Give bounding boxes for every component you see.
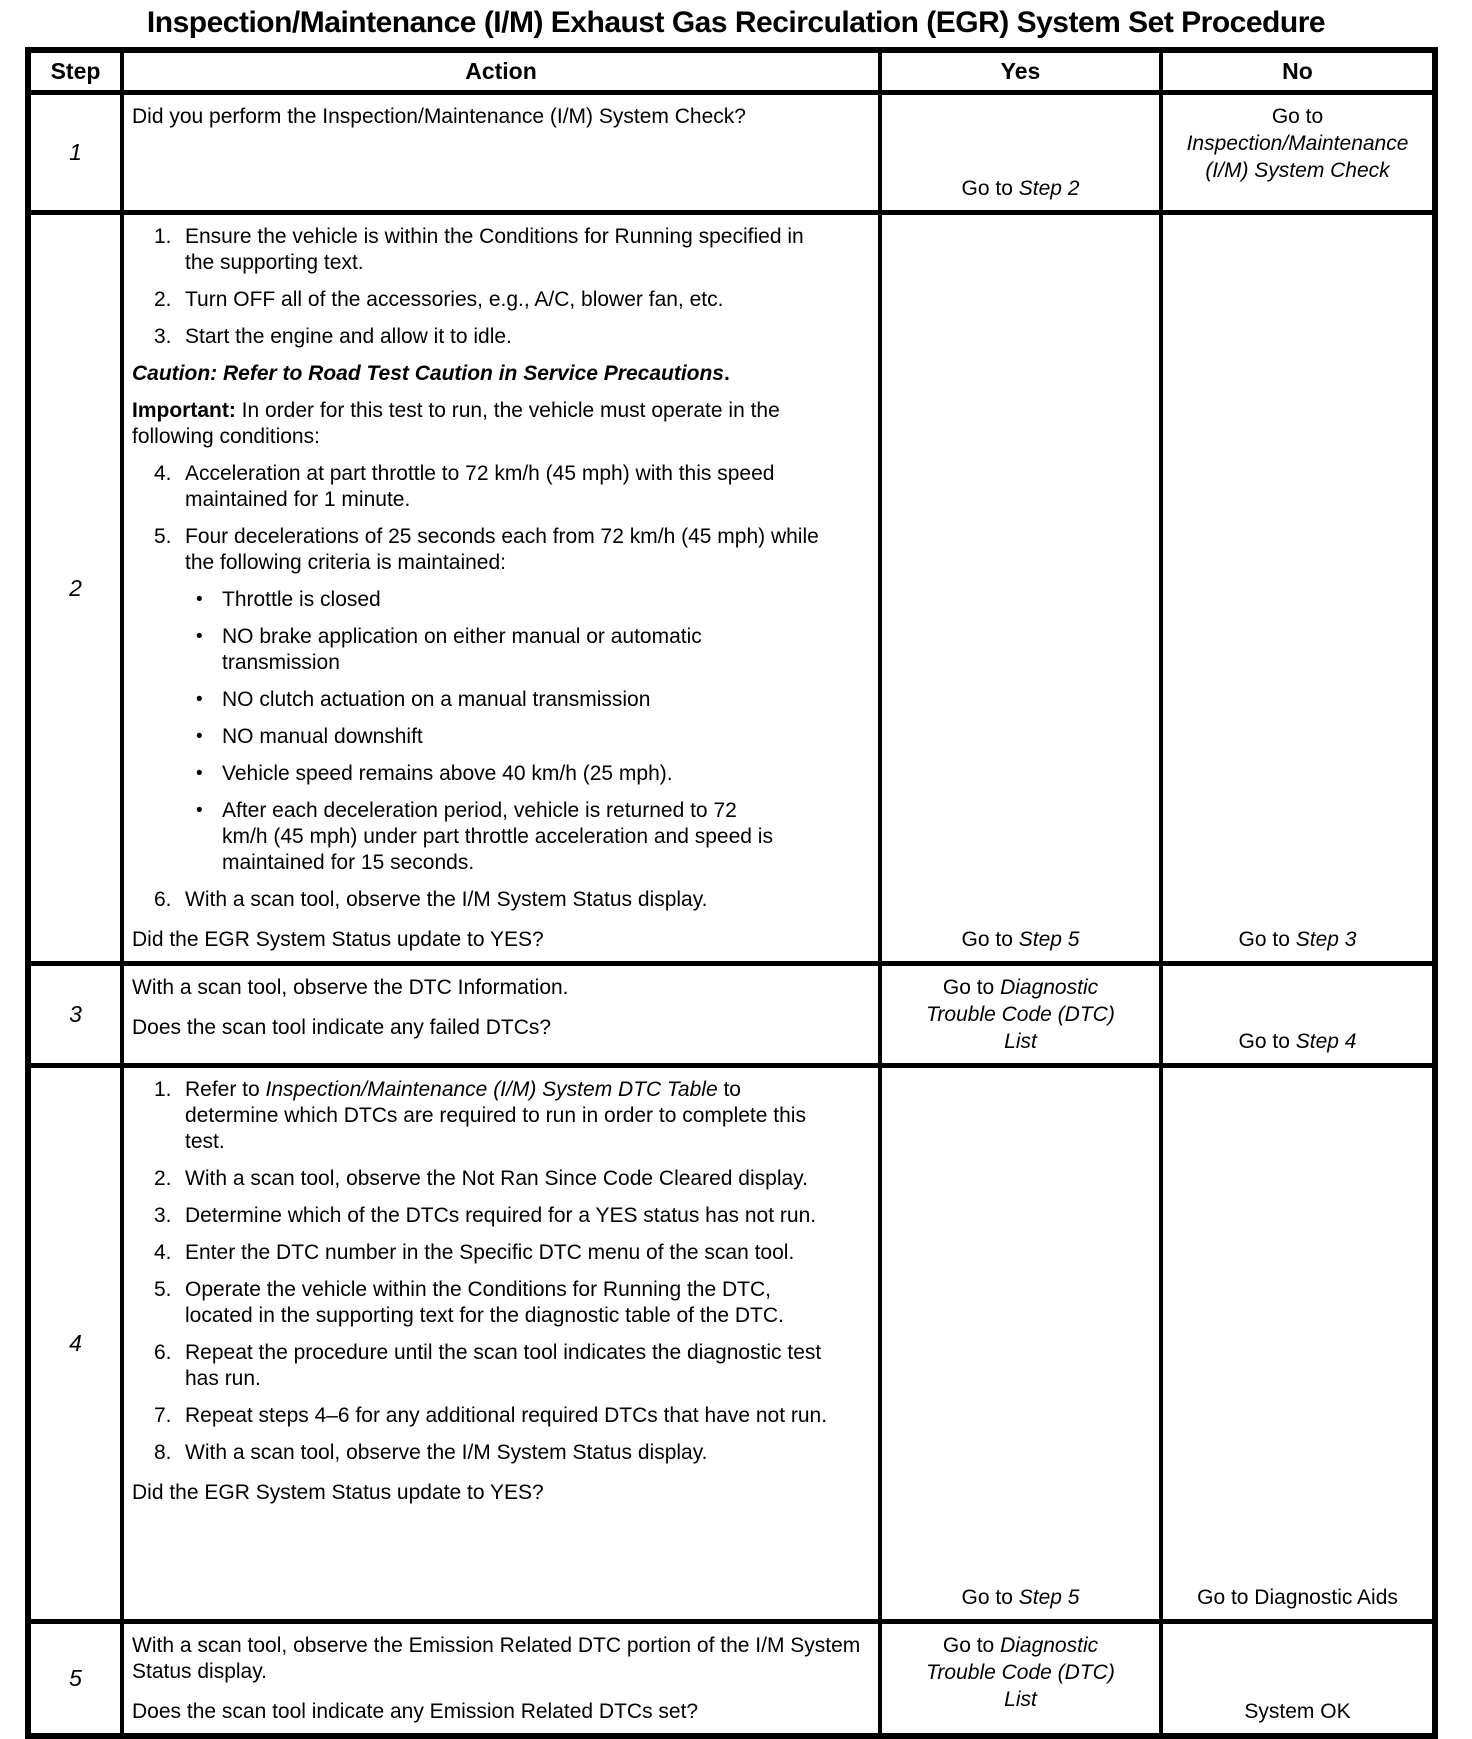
no-text: Go to Inspection/Maintenance (I/M) System Check	[1186, 105, 1409, 182]
bullet-icon: •	[196, 763, 203, 784]
bullet-icon: •	[196, 589, 203, 610]
yes-cell	[882, 95, 1163, 210]
step-number: 1	[69, 139, 82, 165]
action-question: Does the scan tool indicate any failed DTCs?	[132, 1016, 552, 1039]
action-question: Did the EGR System Status update to YES?	[132, 1481, 544, 1504]
list-item: 2. With a scan tool, observe the Not Ran Since Code Cleared display.	[154, 1167, 808, 1190]
yes-text: Go to Step 5	[961, 928, 1080, 951]
action-text: With a scan tool, observe the DTC Information.	[132, 976, 569, 999]
action-cell	[124, 1624, 882, 1733]
bullet-item: • After each deceleration period, vehicle is returned to 72 km/h (45 mph) under part throttle acceleration and speed is maintained for 15 seconds.	[196, 799, 773, 874]
caution-note: Caution: Refer to Road Test Caution in Service Precautions.	[132, 362, 730, 385]
no-cell	[1163, 966, 1432, 1063]
list-item: 7. Repeat steps 4–6 for any additional required DTCs that have not run.	[154, 1404, 828, 1427]
step-cell	[31, 215, 124, 961]
step-cell	[31, 1068, 124, 1619]
no-cell	[1163, 215, 1432, 961]
yes-text: Go to Diagnostic Trouble Code (DTC) List	[926, 976, 1115, 1053]
header-row	[31, 53, 1432, 90]
list-item: 6. With a scan tool, observe the I/M System Status display.	[154, 888, 708, 911]
yes-cell	[882, 215, 1163, 961]
list-item: 6. Repeat the procedure until the scan tool indicates the diagnostic test has run.	[154, 1341, 822, 1390]
yes-text: Go to Step 2	[961, 177, 1080, 200]
list-item: 1. Refer to Inspection/Maintenance (I/M) System DTC Table to determine which DTCs are required to run in order to complete this test.	[154, 1078, 806, 1153]
bullet-item: • Throttle is closed	[196, 588, 381, 611]
list-item: 8. With a scan tool, observe the I/M System Status display.	[154, 1441, 708, 1464]
no-text: Go to Step 3	[1238, 928, 1357, 951]
bullet-icon: •	[196, 689, 203, 710]
action-question: Did you perform the Inspection/Maintenance (I/M) System Check?	[132, 105, 746, 128]
bullet-item: • NO brake application on either manual or automatic transmission	[196, 625, 702, 674]
action-text: With a scan tool, observe the Emission Related DTC portion of the I/M System Status display.	[132, 1634, 861, 1683]
table-row-step-3	[31, 961, 1432, 1063]
action-question: Did the EGR System Status update to YES?	[132, 928, 544, 951]
table-row-step-1	[31, 90, 1432, 210]
table-row-step-5	[31, 1619, 1432, 1733]
yes-text: Go to Step 5	[961, 1586, 1080, 1609]
no-cell	[1163, 1068, 1432, 1619]
list-item: 2. Turn OFF all of the accessories, e.g., A/C, blower fan, etc.	[154, 288, 724, 311]
step-number: 4	[69, 1330, 82, 1356]
step-cell	[31, 1624, 124, 1733]
table-row-step-2	[31, 210, 1432, 961]
no-text: Go to Diagnostic Aids	[1197, 1586, 1398, 1609]
table-row-step-4	[31, 1063, 1432, 1619]
bullet-item: • NO clutch actuation on a manual transmission	[196, 688, 651, 711]
action-cell	[124, 215, 882, 961]
bullet-icon: •	[196, 800, 203, 821]
bullet-icon: •	[196, 726, 203, 747]
col-header-action: Action	[124, 53, 882, 90]
no-text: System OK	[1244, 1700, 1351, 1723]
action-cell	[124, 966, 882, 1063]
step-cell	[31, 95, 124, 210]
list-item: 1. Ensure the vehicle is within the Conditions for Running specified in the supporting text.	[154, 225, 804, 274]
bullet-item: • Vehicle speed remains above 40 km/h (25 mph).	[196, 762, 673, 785]
step-number: 3	[69, 1001, 82, 1027]
yes-cell	[882, 966, 1163, 1063]
no-text: Go to Step 4	[1238, 1030, 1357, 1053]
list-item: 4. Acceleration at part throttle to 72 km/h (45 mph) with this speed maintained for 1 minute.	[154, 462, 775, 511]
no-cell	[1163, 95, 1432, 210]
no-cell	[1163, 1624, 1432, 1733]
action-question: Does the scan tool indicate any Emission Related DTCs set?	[132, 1700, 699, 1723]
step-cell	[31, 966, 124, 1063]
col-header-step: Step	[31, 53, 124, 90]
step-number: 2	[69, 574, 82, 601]
yes-cell	[882, 1624, 1163, 1733]
action-cell	[124, 95, 882, 210]
bullet-icon: •	[196, 626, 203, 647]
yes-text: Go to Diagnostic Trouble Code (DTC) List	[926, 1634, 1115, 1711]
procedure-table	[25, 47, 1438, 1739]
bullet-item: • NO manual downshift	[196, 725, 423, 748]
step-number: 5	[69, 1665, 82, 1691]
yes-cell	[882, 1068, 1163, 1619]
action-cell	[124, 1068, 882, 1619]
list-item: 3. Start the engine and allow it to idle.	[154, 325, 512, 348]
list-item: 5. Operate the vehicle within the Conditions for Running the DTC, located in the supporting text for the diagnostic table of the DTC.	[154, 1278, 784, 1327]
list-item: 5. Four decelerations of 25 seconds each from 72 km/h (45 mph) while the following criteria is maintained:	[154, 525, 819, 574]
col-header-no: No	[1282, 58, 1313, 84]
important-note: Important: In order for this test to run, the vehicle must operate in the following conditions:	[132, 399, 780, 448]
list-item: 4. Enter the DTC number in the Specific DTC menu of the scan tool.	[154, 1241, 795, 1264]
page-title: Inspection/Maintenance (I/M) Exhaust Gas Recirculation (EGR) System Set Procedure	[146, 6, 1326, 39]
list-item: 3. Determine which of the DTCs required for a YES status has not run.	[154, 1204, 817, 1227]
col-header-yes: Yes	[882, 53, 1163, 90]
